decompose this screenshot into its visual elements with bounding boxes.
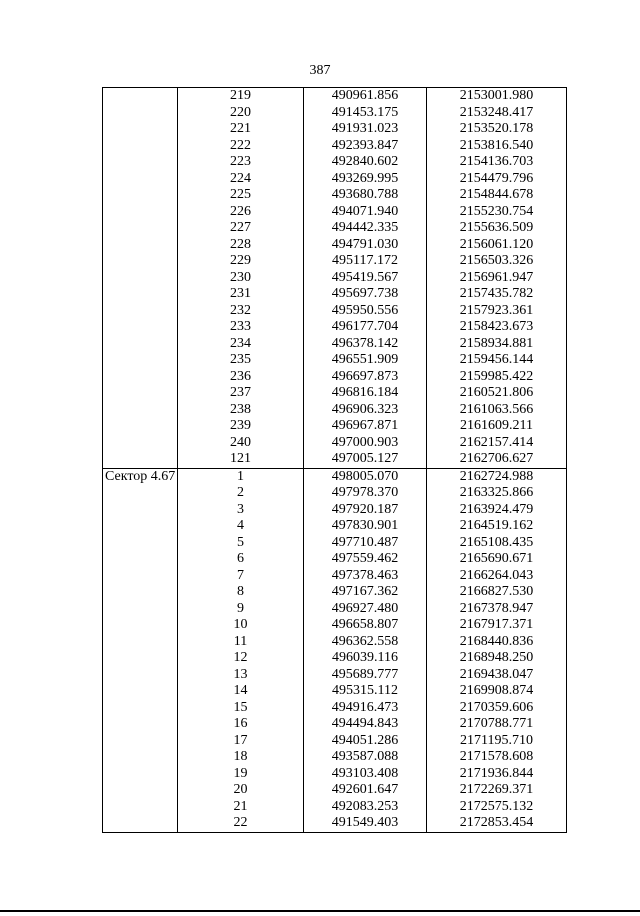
point-number-cell: 2	[178, 485, 304, 502]
y-coordinate-cell: 2165108.435	[427, 535, 567, 552]
table-row	[103, 270, 567, 287]
y-coordinate-cell: 2154136.703	[427, 154, 567, 171]
point-number-cell: 121	[178, 451, 304, 468]
x-coordinate-cell: 497920.187	[304, 502, 427, 519]
x-coordinate-cell: 490961.856	[304, 88, 427, 105]
x-coordinate-cell: 495419.567	[304, 270, 427, 287]
y-coordinate-cell: 2171195.710	[427, 733, 567, 750]
x-coordinate-cell: 495315.112	[304, 683, 427, 700]
point-number-cell: 234	[178, 336, 304, 353]
point-number-cell: 229	[178, 253, 304, 270]
sector-label-cell	[103, 518, 178, 535]
x-coordinate-cell: 493587.088	[304, 749, 427, 766]
y-coordinate-cell: 2164519.162	[427, 518, 567, 535]
x-coordinate-cell: 497978.370	[304, 485, 427, 502]
bottom-edge-rule	[0, 910, 640, 912]
sector-label-cell	[103, 253, 178, 270]
sector-label-cell	[103, 451, 178, 468]
sector-label-cell	[103, 749, 178, 766]
x-coordinate-cell: 494494.843	[304, 716, 427, 733]
sector-label-cell	[103, 502, 178, 519]
point-number-cell: 8	[178, 584, 304, 601]
x-coordinate-cell: 493269.995	[304, 171, 427, 188]
point-number-cell: 238	[178, 402, 304, 419]
point-number-cell: 3	[178, 502, 304, 519]
point-number-cell: 7	[178, 568, 304, 585]
point-number-cell: 237	[178, 385, 304, 402]
table-row	[103, 418, 567, 435]
point-number-cell: 239	[178, 418, 304, 435]
table-row	[103, 683, 567, 700]
sector-label-cell	[103, 782, 178, 799]
y-coordinate-cell: 2156061.120	[427, 237, 567, 254]
x-coordinate-cell: 496551.909	[304, 352, 427, 369]
table-row	[103, 237, 567, 254]
sector-label-cell	[103, 418, 178, 435]
sector-label-cell	[103, 385, 178, 402]
sector-label-cell	[103, 204, 178, 221]
x-coordinate-cell: 494442.335	[304, 220, 427, 237]
x-coordinate-cell: 491549.403	[304, 815, 427, 832]
y-coordinate-cell: 2163325.866	[427, 485, 567, 502]
y-coordinate-cell: 2166827.530	[427, 584, 567, 601]
x-coordinate-cell: 494791.030	[304, 237, 427, 254]
sector-label-cell	[103, 716, 178, 733]
y-coordinate-cell: 2156961.947	[427, 270, 567, 287]
y-coordinate-cell: 2154479.796	[427, 171, 567, 188]
x-coordinate-cell: 495689.777	[304, 667, 427, 684]
point-number-cell: 225	[178, 187, 304, 204]
table-row	[103, 105, 567, 122]
y-coordinate-cell: 2158934.881	[427, 336, 567, 353]
sector-label-cell	[103, 799, 178, 816]
y-coordinate-cell: 2169438.047	[427, 667, 567, 684]
table-row	[103, 352, 567, 369]
y-coordinate-cell: 2162157.414	[427, 435, 567, 452]
table-row	[103, 121, 567, 138]
table-row	[103, 535, 567, 552]
sector-label-cell	[103, 435, 178, 452]
x-coordinate-cell: 497378.463	[304, 568, 427, 585]
table-row	[103, 435, 567, 452]
x-coordinate-cell: 497167.362	[304, 584, 427, 601]
point-number-cell: 222	[178, 138, 304, 155]
x-coordinate-cell: 491453.175	[304, 105, 427, 122]
table-row	[103, 766, 567, 783]
x-coordinate-cell: 496177.704	[304, 319, 427, 336]
sector-label-cell	[103, 270, 178, 287]
page-number: 387	[309, 63, 331, 78]
x-coordinate-cell: 497830.901	[304, 518, 427, 535]
y-coordinate-cell: 2156503.326	[427, 253, 567, 270]
x-coordinate-cell: 493103.408	[304, 766, 427, 783]
x-coordinate-cell: 495117.172	[304, 253, 427, 270]
y-coordinate-cell: 2171578.608	[427, 749, 567, 766]
y-coordinate-cell: 2155636.509	[427, 220, 567, 237]
sector-label-cell	[103, 187, 178, 204]
x-coordinate-cell: 497710.487	[304, 535, 427, 552]
table-row	[103, 700, 567, 717]
sector-label-cell	[103, 683, 178, 700]
table-row	[103, 385, 567, 402]
point-number-cell: 12	[178, 650, 304, 667]
point-number-cell: 19	[178, 766, 304, 783]
x-coordinate-cell: 492393.847	[304, 138, 427, 155]
sector-label-cell	[103, 601, 178, 618]
x-coordinate-cell: 493680.788	[304, 187, 427, 204]
table-row	[103, 502, 567, 519]
y-coordinate-cell: 2155230.754	[427, 204, 567, 221]
sector-label-cell	[103, 667, 178, 684]
y-coordinate-cell: 2168948.250	[427, 650, 567, 667]
table-row	[103, 601, 567, 618]
point-number-cell: 223	[178, 154, 304, 171]
point-number-cell: 232	[178, 303, 304, 320]
x-coordinate-cell: 496658.807	[304, 617, 427, 634]
y-coordinate-cell: 2169908.874	[427, 683, 567, 700]
table-row	[103, 286, 567, 303]
y-coordinate-cell: 2172853.454	[427, 815, 567, 832]
sector-label-cell	[103, 88, 178, 105]
point-number-cell: 236	[178, 369, 304, 386]
x-coordinate-cell: 495950.556	[304, 303, 427, 320]
y-coordinate-cell: 2165690.671	[427, 551, 567, 568]
point-number-cell: 233	[178, 319, 304, 336]
x-coordinate-cell: 492083.253	[304, 799, 427, 816]
y-coordinate-cell: 2157435.782	[427, 286, 567, 303]
point-number-cell: 4	[178, 518, 304, 535]
sector-label-cell: Сектор 4.67	[103, 468, 178, 485]
sector-label-cell	[103, 319, 178, 336]
sector-label-cell	[103, 584, 178, 601]
y-coordinate-cell: 2162706.627	[427, 451, 567, 468]
point-number-cell: 219	[178, 88, 304, 105]
sector-label-cell	[103, 766, 178, 783]
point-number-cell: 230	[178, 270, 304, 287]
sector-label-cell	[103, 220, 178, 237]
sector-label-cell	[103, 551, 178, 568]
table-row	[103, 253, 567, 270]
x-coordinate-cell: 496697.873	[304, 369, 427, 386]
x-coordinate-cell: 491931.023	[304, 121, 427, 138]
x-coordinate-cell: 498005.070	[304, 468, 427, 485]
y-coordinate-cell: 2153001.980	[427, 88, 567, 105]
y-coordinate-cell: 2167378.947	[427, 601, 567, 618]
table-row	[103, 650, 567, 667]
x-coordinate-cell: 495697.738	[304, 286, 427, 303]
y-coordinate-cell: 2153816.540	[427, 138, 567, 155]
point-number-cell: 231	[178, 286, 304, 303]
point-number-cell: 228	[178, 237, 304, 254]
point-number-cell: 1	[178, 468, 304, 485]
y-coordinate-cell: 2154844.678	[427, 187, 567, 204]
x-coordinate-cell: 496927.480	[304, 601, 427, 618]
sector-label-cell	[103, 485, 178, 502]
point-number-cell: 220	[178, 105, 304, 122]
sector-label-cell	[103, 568, 178, 585]
table-row	[103, 336, 567, 353]
table-row	[103, 584, 567, 601]
table-row	[103, 617, 567, 634]
x-coordinate-cell: 494916.473	[304, 700, 427, 717]
y-coordinate-cell: 2171936.844	[427, 766, 567, 783]
x-coordinate-cell: 497559.462	[304, 551, 427, 568]
y-coordinate-cell: 2170788.771	[427, 716, 567, 733]
table-row	[103, 171, 567, 188]
table-row	[103, 319, 567, 336]
y-coordinate-cell: 2168440.836	[427, 634, 567, 651]
table-row	[103, 369, 567, 386]
x-coordinate-cell: 496816.184	[304, 385, 427, 402]
sector-label-cell	[103, 815, 178, 832]
table-row	[103, 204, 567, 221]
x-coordinate-cell: 492840.602	[304, 154, 427, 171]
point-number-cell: 15	[178, 700, 304, 717]
sector-label-cell	[103, 733, 178, 750]
point-number-cell: 22	[178, 815, 304, 832]
point-number-cell: 18	[178, 749, 304, 766]
x-coordinate-cell: 497000.903	[304, 435, 427, 452]
x-coordinate-cell: 496967.871	[304, 418, 427, 435]
sector-label-cell	[103, 237, 178, 254]
x-coordinate-cell: 496039.116	[304, 650, 427, 667]
point-number-cell: 6	[178, 551, 304, 568]
point-number-cell: 221	[178, 121, 304, 138]
point-number-cell: 10	[178, 617, 304, 634]
table-row	[103, 733, 567, 750]
coordinates-table	[102, 87, 567, 833]
sector-label-cell	[103, 700, 178, 717]
table-row	[103, 815, 567, 832]
y-coordinate-cell: 2172269.371	[427, 782, 567, 799]
table-row	[103, 468, 567, 485]
y-coordinate-cell: 2153248.417	[427, 105, 567, 122]
sector-label-cell	[103, 617, 178, 634]
sector-label-cell	[103, 634, 178, 651]
sector-label-cell	[103, 303, 178, 320]
table-row	[103, 518, 567, 535]
table-row	[103, 749, 567, 766]
x-coordinate-cell: 497005.127	[304, 451, 427, 468]
sector-label-cell	[103, 286, 178, 303]
table-row	[103, 451, 567, 468]
sector-label-cell	[103, 138, 178, 155]
sector-label-cell	[103, 535, 178, 552]
x-coordinate-cell: 494051.286	[304, 733, 427, 750]
sector-label-cell	[103, 352, 178, 369]
point-number-cell: 20	[178, 782, 304, 799]
y-coordinate-cell: 2166264.043	[427, 568, 567, 585]
y-coordinate-cell: 2170359.606	[427, 700, 567, 717]
y-coordinate-cell: 2162724.988	[427, 468, 567, 485]
x-coordinate-cell: 496362.558	[304, 634, 427, 651]
y-coordinate-cell: 2158423.673	[427, 319, 567, 336]
sector-label-cell	[103, 336, 178, 353]
point-number-cell: 13	[178, 667, 304, 684]
sector-label-cell	[103, 171, 178, 188]
point-number-cell: 227	[178, 220, 304, 237]
point-number-cell: 235	[178, 352, 304, 369]
y-coordinate-cell: 2161609.211	[427, 418, 567, 435]
point-number-cell: 240	[178, 435, 304, 452]
table-row	[103, 551, 567, 568]
table-row	[103, 220, 567, 237]
point-number-cell: 5	[178, 535, 304, 552]
point-number-cell: 11	[178, 634, 304, 651]
y-coordinate-cell: 2160521.806	[427, 385, 567, 402]
point-number-cell: 14	[178, 683, 304, 700]
y-coordinate-cell: 2167917.371	[427, 617, 567, 634]
y-coordinate-cell: 2163924.479	[427, 502, 567, 519]
table-row	[103, 303, 567, 320]
table-row	[103, 154, 567, 171]
x-coordinate-cell: 492601.647	[304, 782, 427, 799]
table-row	[103, 138, 567, 155]
sector-label-cell	[103, 402, 178, 419]
point-number-cell: 16	[178, 716, 304, 733]
sector-label-cell	[103, 650, 178, 667]
point-number-cell: 17	[178, 733, 304, 750]
point-number-cell: 224	[178, 171, 304, 188]
x-coordinate-cell: 496378.142	[304, 336, 427, 353]
point-number-cell: 226	[178, 204, 304, 221]
point-number-cell: 9	[178, 601, 304, 618]
table-row	[103, 187, 567, 204]
table-row	[103, 568, 567, 585]
table-row	[103, 799, 567, 816]
table-row	[103, 716, 567, 733]
y-coordinate-cell: 2153520.178	[427, 121, 567, 138]
y-coordinate-cell: 2157923.361	[427, 303, 567, 320]
table-row	[103, 634, 567, 651]
table-row	[103, 402, 567, 419]
table-row	[103, 667, 567, 684]
point-number-cell: 21	[178, 799, 304, 816]
sector-label-cell	[103, 105, 178, 122]
y-coordinate-cell: 2161063.566	[427, 402, 567, 419]
sector-label-cell	[103, 121, 178, 138]
table-row	[103, 782, 567, 799]
y-coordinate-cell: 2159456.144	[427, 352, 567, 369]
table-row	[103, 88, 567, 105]
y-coordinate-cell: 2172575.132	[427, 799, 567, 816]
x-coordinate-cell: 496906.323	[304, 402, 427, 419]
y-coordinate-cell: 2159985.422	[427, 369, 567, 386]
table-row	[103, 485, 567, 502]
sector-label-cell	[103, 369, 178, 386]
sector-label-cell	[103, 154, 178, 171]
x-coordinate-cell: 494071.940	[304, 204, 427, 221]
